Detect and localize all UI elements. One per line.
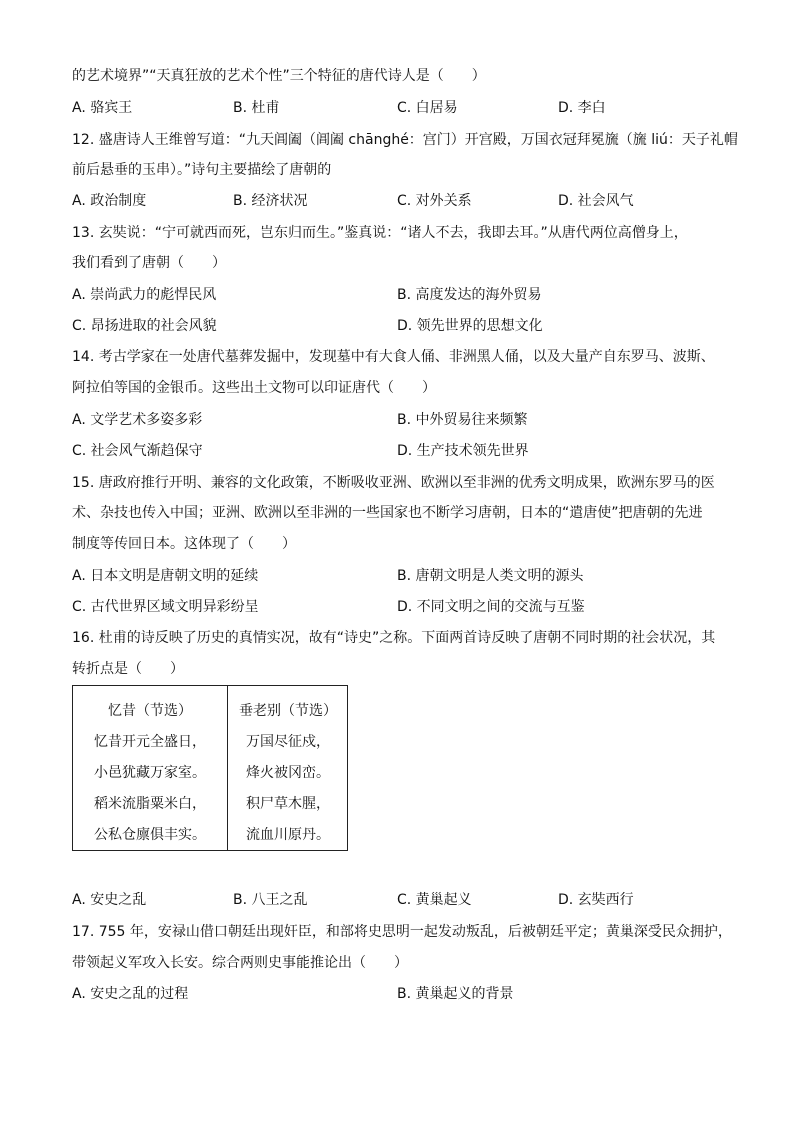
poem-chuilaobie-line: 烽火被冈峦。 xyxy=(246,765,330,781)
poem-table xyxy=(72,685,348,851)
q13-option-d: D. 领先世界的思想文化 xyxy=(397,318,543,334)
poem-yixi-line: 公私仓廪俱丰实。 xyxy=(94,827,206,843)
poem-chuilaobie-line: 万国尽征戍， xyxy=(246,734,330,750)
q11-stem: 的艺术境界”“天真狂放的艺术个性”三个特征的唐代诗人是（ ） xyxy=(72,68,486,84)
q16-stem-line2: 转折点是（ ） xyxy=(72,661,184,677)
q11-option-c: C. 白居易 xyxy=(397,100,458,116)
q12-option-c: C. 对外关系 xyxy=(397,193,472,209)
q17-option-b: B. 黄巢起义的背景 xyxy=(397,986,514,1002)
q11-option-a: A. 骆宾王 xyxy=(72,100,133,116)
q16-option-c: C. 黄巢起义 xyxy=(397,892,472,908)
poem-chuilaobie-line: 流血川原丹。 xyxy=(246,827,330,843)
q13-option-c: C. 昂扬进取的社会风貌 xyxy=(72,318,217,334)
q16-option-d: D. 玄奘西行 xyxy=(558,892,634,908)
q16-option-a: A. 安史之乱 xyxy=(72,892,147,908)
q16-stem-line1: 16. 杜甫的诗反映了历史的真情实况，故有“诗史”之称。下面两首诗反映了唐朝不同时期的社会状况，其 xyxy=(72,630,716,646)
poem-chuilaobie-title: 垂老别（节选） xyxy=(239,703,337,719)
q14-stem-line1: 14. 考古学家在一处唐代墓葬发掘中，发现墓中有大食人俑、非洲黑人俑，以及大量产自东罗马、波斯、 xyxy=(72,349,715,365)
q15-stem-line2: 术、杂技也传入中国；亚洲、欧洲以至非洲的一些国家也不断学习唐朝，日本的“遣唐使”把唐朝的先进 xyxy=(72,505,703,521)
q12-stem-line2: 前后悬垂的玉串）。”诗句主要描绘了唐朝的 xyxy=(72,162,332,178)
q13-stem-line2: 我们看到了唐朝（ ） xyxy=(72,255,226,271)
poem-chuilaobie xyxy=(228,696,348,851)
q15-option-a: A. 日本文明是唐朝文明的延续 xyxy=(72,568,259,584)
q11-option-d: D. 李白 xyxy=(558,100,606,116)
q14-option-c: C. 社会风气渐趋保守 xyxy=(72,443,203,459)
q12-stem-line1: 12. 盛唐诗人王维曾写道：“九天阊阖（阊阖 chānghé：宫门）开宫殿，万国衣冠拜冕旒（旒 liú：天子礼帽 xyxy=(72,132,738,148)
q14-option-b: B. 中外贸易往来频繁 xyxy=(397,412,528,428)
q17-stem-line1: 17. 755 年，安禄山借口朝廷出现奸臣，和部将史思明一起发动叛乱，后被朝廷平定；黄巢深受民众拥护， xyxy=(72,924,732,940)
q13-option-b: B. 高度发达的海外贸易 xyxy=(397,287,542,303)
poem-yixi-title: 忆昔（节选） xyxy=(108,703,192,719)
q12-option-a: A. 政治制度 xyxy=(72,193,147,209)
q15-stem-line1: 15. 唐政府推行开明、兼容的文化政策，不断吸收亚洲、欧洲以至非洲的优秀文明成果，欧洲东罗马的医 xyxy=(72,475,715,491)
poem-yixi xyxy=(73,696,227,851)
q17-option-a: A. 安史之乱的过程 xyxy=(72,986,189,1002)
q16-option-b: B. 八王之乱 xyxy=(233,892,308,908)
q12-option-b: B. 经济状况 xyxy=(233,193,308,209)
poem-yixi-line: 忆昔开元全盛日， xyxy=(94,734,206,750)
q17-stem-line2: 带领起义军攻入长安。综合两则史事能推论出（ ） xyxy=(72,955,408,971)
q14-stem-line2: 阿拉伯等国的金银币。这些出土文物可以印证唐代（ ） xyxy=(72,380,436,396)
q14-option-a: A. 文学艺术多姿多彩 xyxy=(72,412,203,428)
poem-chuilaobie-line: 积尸草木腥， xyxy=(246,796,330,812)
q15-option-c: C. 古代世界区域文明异彩纷呈 xyxy=(72,599,259,615)
q12-option-d: D. 社会风气 xyxy=(558,193,634,209)
q11-option-b: B. 杜甫 xyxy=(233,100,280,116)
poem-yixi-line: 小邑犹藏万家室。 xyxy=(94,765,206,781)
q14-option-d: D. 生产技术领先世界 xyxy=(397,443,529,459)
q13-option-a: A. 崇尚武力的彪悍民风 xyxy=(72,287,217,303)
q15-stem-line3: 制度等传回日本。这体现了（ ） xyxy=(72,536,296,552)
q15-option-d: D. 不同文明之间的交流与互鉴 xyxy=(397,599,585,615)
q15-option-b: B. 唐朝文明是人类文明的源头 xyxy=(397,568,584,584)
q13-stem-line1: 13. 玄奘说：“宁可就西而死，岂东归而生。”鉴真说：“诸人不去，我即去耳。”从唐代两位高僧身上， xyxy=(72,225,688,241)
poem-yixi-line: 稻米流脂粟米白， xyxy=(94,796,206,812)
